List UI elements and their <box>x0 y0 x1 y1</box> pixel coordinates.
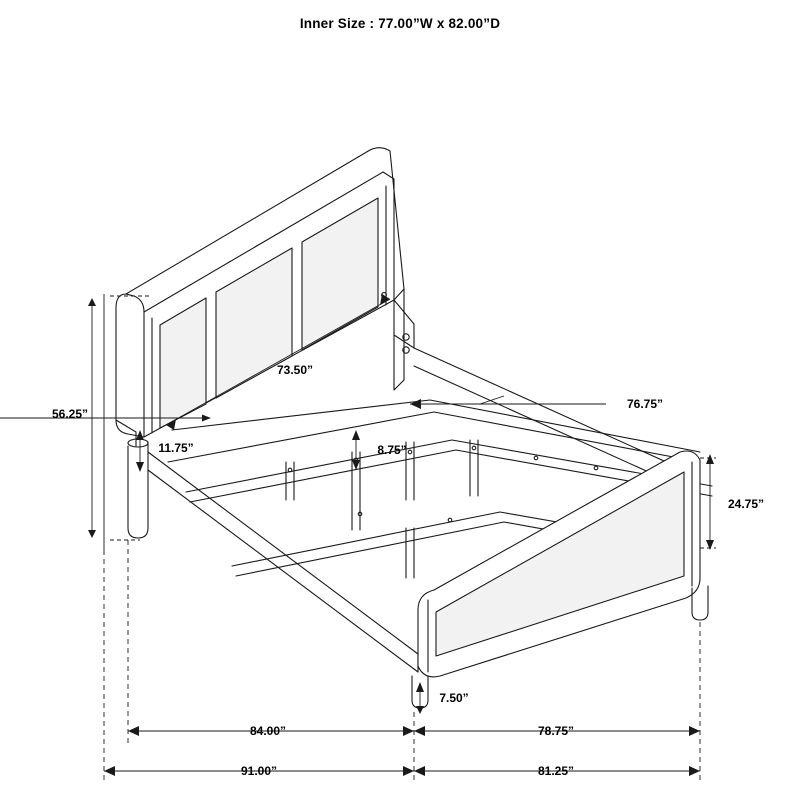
rail-near-upper <box>148 452 418 654</box>
dim-label-rail-height: 11.75” <box>158 441 194 455</box>
dim-81-arrow-r <box>689 766 700 776</box>
bed-geometry <box>116 148 712 708</box>
dim-24-arrow-dn <box>706 540 714 550</box>
dim-78-arrow-r <box>689 726 700 736</box>
left-front-leg <box>128 442 148 538</box>
dim-78-arrow-l <box>414 726 425 736</box>
dim-label-depth-right: 78.75” <box>537 724 575 738</box>
slat-bolt-4 <box>472 446 476 450</box>
dim-84-arrow-r <box>403 726 414 736</box>
slat-bolt-3 <box>408 450 412 454</box>
dim-91-arrow-r <box>403 766 414 776</box>
dim-7-arrow-dn <box>416 706 424 714</box>
headboard-panel-1 <box>160 298 206 428</box>
dim-label-overall-left: 91.00” <box>240 764 278 778</box>
dim-label-slat-clearance: 8.75” <box>377 443 407 457</box>
page-title: Inner Size : 77.00”W x 82.00”D <box>299 16 501 31</box>
dim-label-footboard-clearance: 7.50” <box>439 691 469 705</box>
slat-bolt-6 <box>594 466 598 470</box>
slat-bolt-8 <box>448 518 452 522</box>
dim-84-arrow-l <box>128 726 139 736</box>
dim-label-overall-right: 81.25” <box>537 764 575 778</box>
dim-label-headboard-width: 73.50” <box>276 363 314 377</box>
dim-11-arrow-dn <box>136 462 144 472</box>
dim-24-arrow-up <box>706 454 714 464</box>
dim-label-footboard-height: 24.75” <box>727 497 765 511</box>
rail-far-lower <box>414 366 684 488</box>
rail-near-lower <box>148 470 418 672</box>
dim-56-arrow-dn <box>88 530 96 538</box>
headboard-right-post <box>394 300 404 390</box>
support-rail-top <box>172 400 700 452</box>
dim-label-side-rail-length: 76.75” <box>626 397 664 411</box>
dim-76-arrow <box>410 399 421 409</box>
dim-56-arrow-up <box>88 298 96 306</box>
headboard-right-edge-top <box>394 289 404 300</box>
dim-label-depth-left: 84.00” <box>249 724 287 738</box>
dim-8-arrow-up <box>352 430 360 440</box>
dim-label-height-overall: 56.25” <box>51 407 89 421</box>
slat-bolt-1 <box>288 468 292 472</box>
dim-91-arrow-l <box>104 766 115 776</box>
dim-81-arrow-l <box>414 766 425 776</box>
dim-7-arrow-up <box>416 682 424 692</box>
headboard-left-post <box>116 294 144 437</box>
slat-bolt-5 <box>534 456 538 460</box>
left-leg-top <box>128 439 148 447</box>
